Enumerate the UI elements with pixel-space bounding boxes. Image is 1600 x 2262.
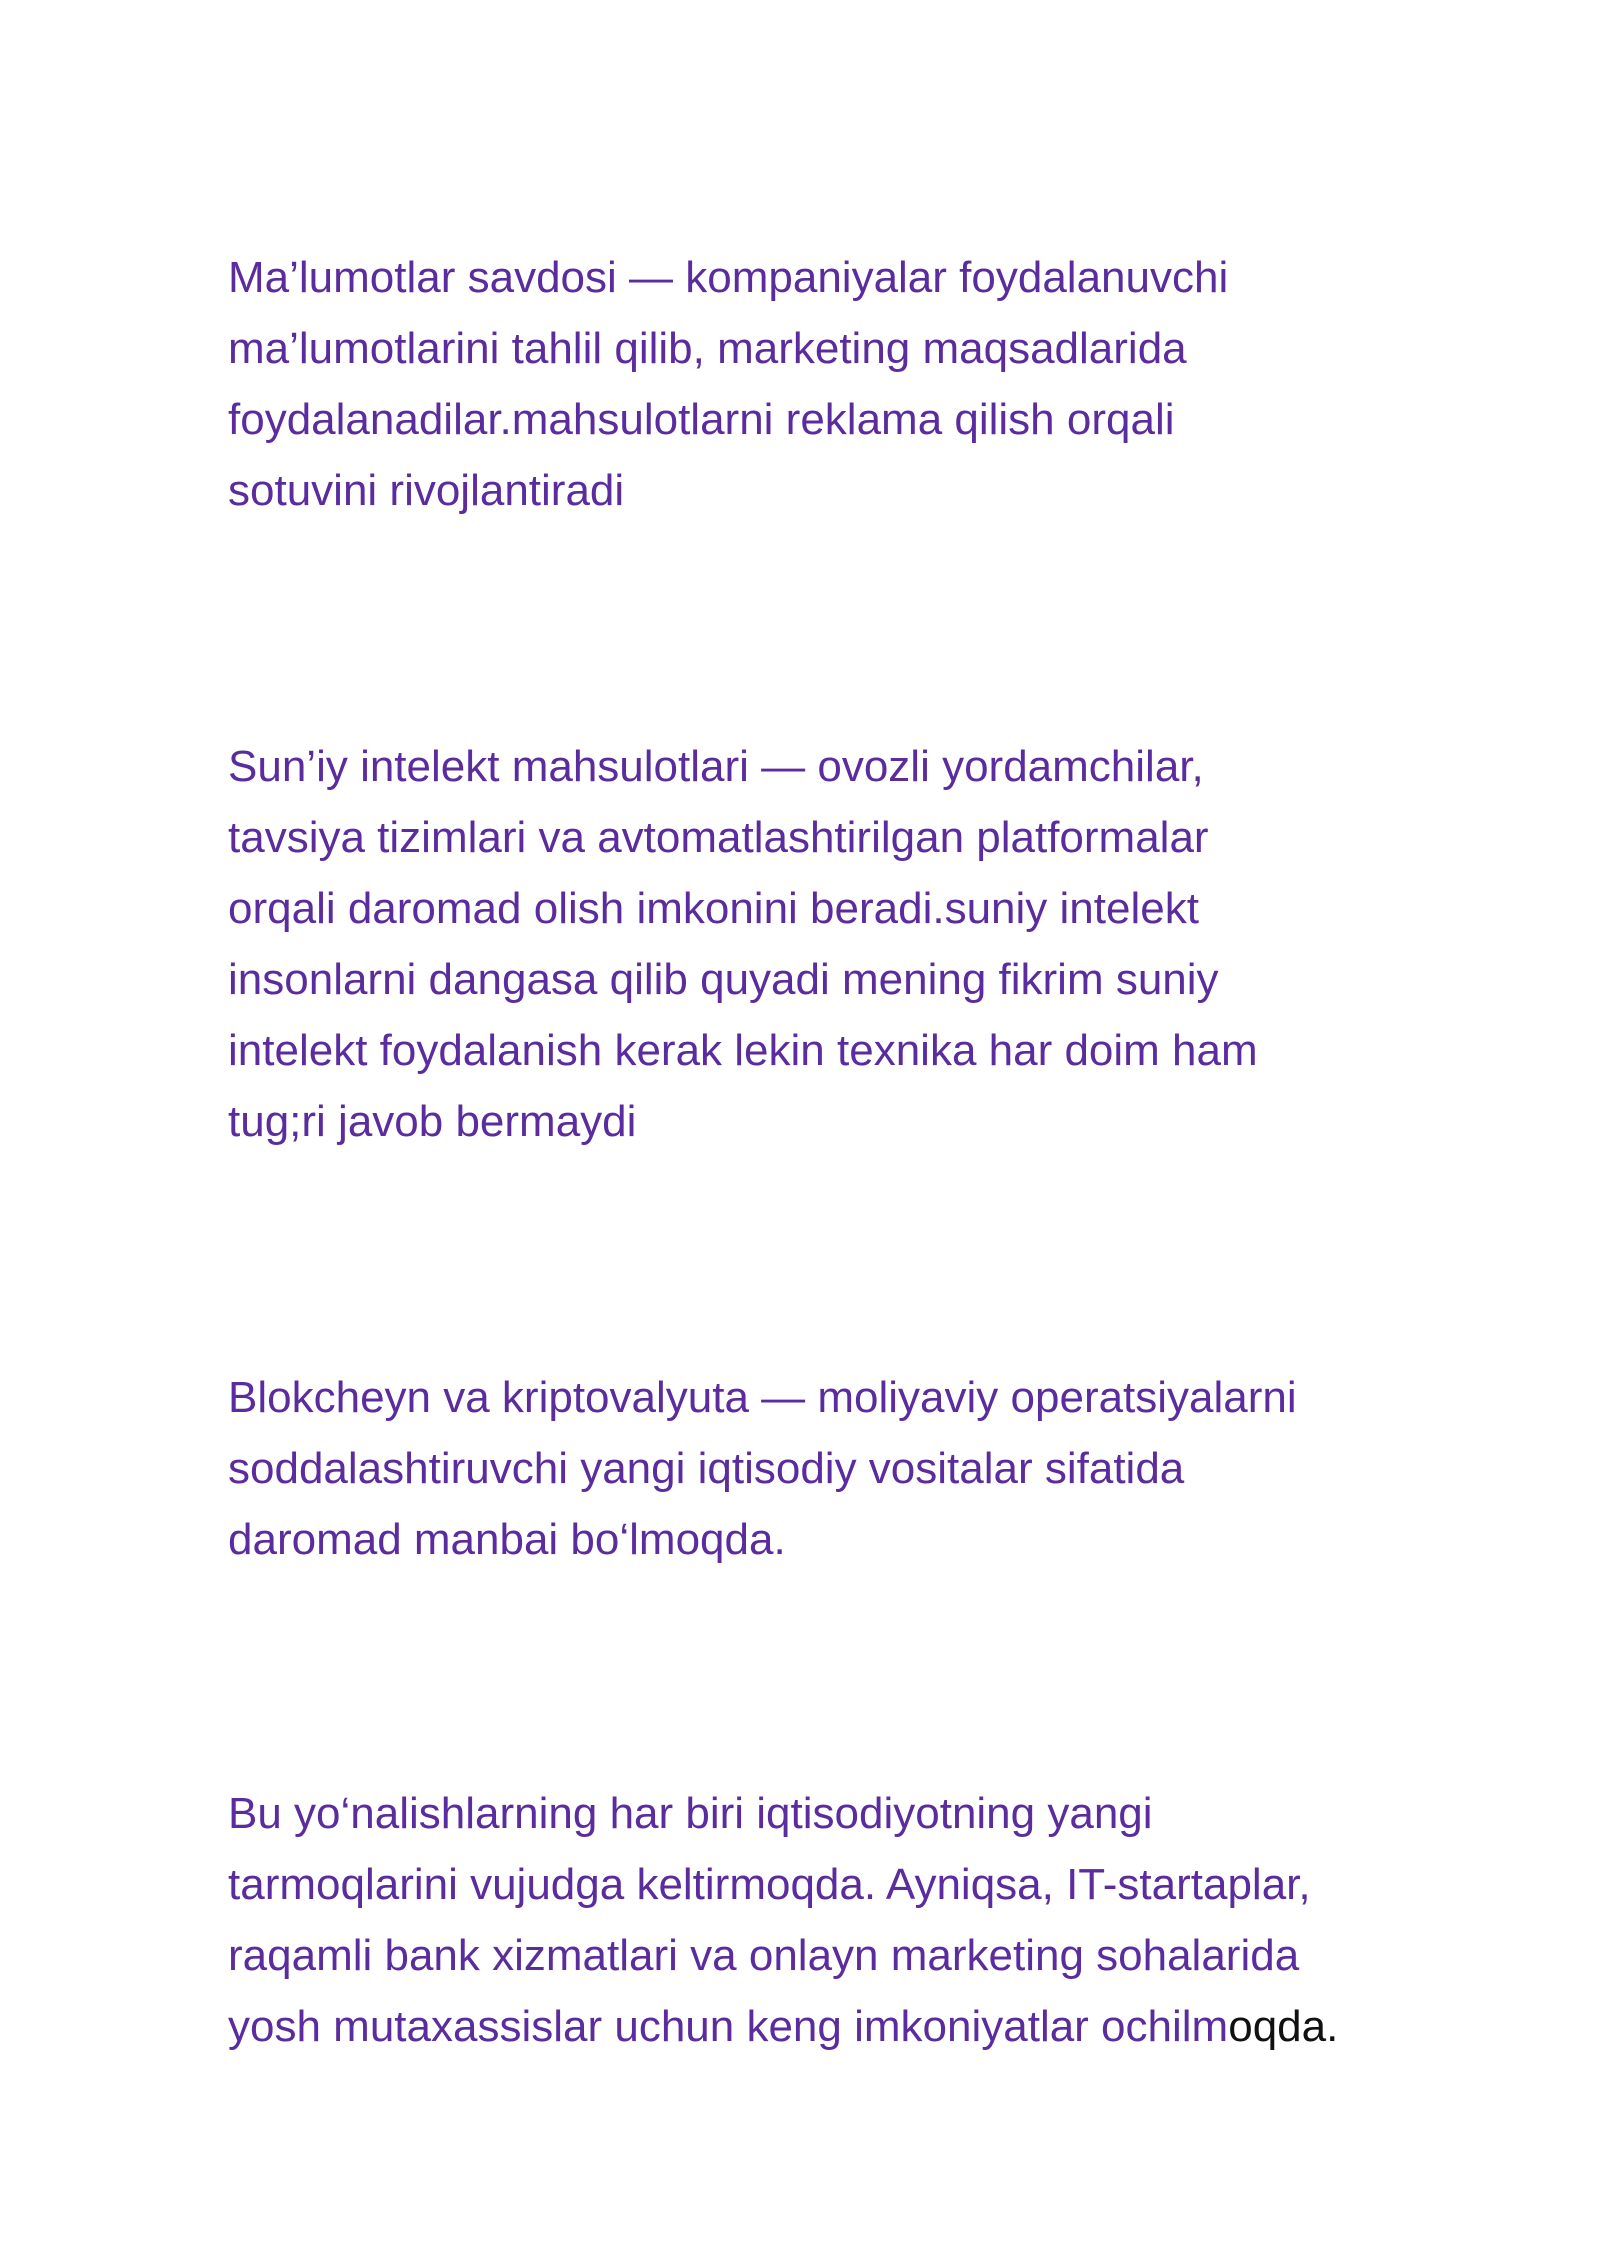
paragraph-line: daromad manbai bo‘lmoqda. — [228, 1515, 786, 1564]
paragraph-line: ma’lumotlarini tahlil qilib, marketing maqsadlarida — [228, 324, 1187, 373]
paragraph-line: intelekt foydalanish kerak lekin texnika har doim ham — [228, 1026, 1258, 1075]
paragraph-line: tug;ri javob bermaydi — [228, 1097, 637, 1146]
paragraph-line: Ma’lumotlar savdosi — kompaniyalar foydalanuvchi — [228, 253, 1229, 302]
paragraph-line: Sun’iy intelekt mahsulotlari — ovozli yordamchilar, — [228, 742, 1204, 791]
paragraph-last-line — [228, 1991, 1528, 2062]
paragraph-line: raqamli bank xizmatlari va onlayn marketing sohalarida — [228, 1931, 1300, 1980]
paragraph-new-sectors — [228, 1778, 1528, 2062]
paragraph-blockchain — [228, 1362, 1528, 1575]
last-line-colored-text: yosh mutaxassislar uchun keng imkoniyatlar ochilm — [228, 2002, 1229, 2051]
paragraph-ai-products — [228, 731, 1528, 1157]
paragraph-line: tavsiya tizimlari va avtomatlashtirilgan platformalar — [228, 813, 1209, 862]
paragraph-line: soddalashtiruvchi yangi iqtisodiy vositalar sifatida — [228, 1444, 1185, 1493]
paragraph-data-trade — [228, 242, 1528, 526]
paragraph-line: foydalanadilar.mahsulotlarni reklama qilish orqali — [228, 395, 1175, 444]
last-line-dark-text: oqda. — [1228, 2002, 1339, 2051]
paragraph-line: orqali daromad olish imkonini beradi.suniy intelekt — [228, 884, 1199, 933]
paragraph-line: Blokcheyn va kriptovalyuta — moliyaviy operatsiyalarni — [228, 1373, 1297, 1422]
paragraph-line: sotuvini rivojlantiradi — [228, 466, 625, 515]
paragraph-line: insonlarni dangasa qilib quyadi mening fikrim suniy — [228, 955, 1219, 1004]
paragraph-line: Bu yo‘nalishlarning har biri iqtisodiyotning yangi — [228, 1789, 1153, 1838]
paragraph-line: tarmoqlarini vujudga keltirmoqda. Ayniqsa, IT-startaplar, — [228, 1860, 1311, 1909]
